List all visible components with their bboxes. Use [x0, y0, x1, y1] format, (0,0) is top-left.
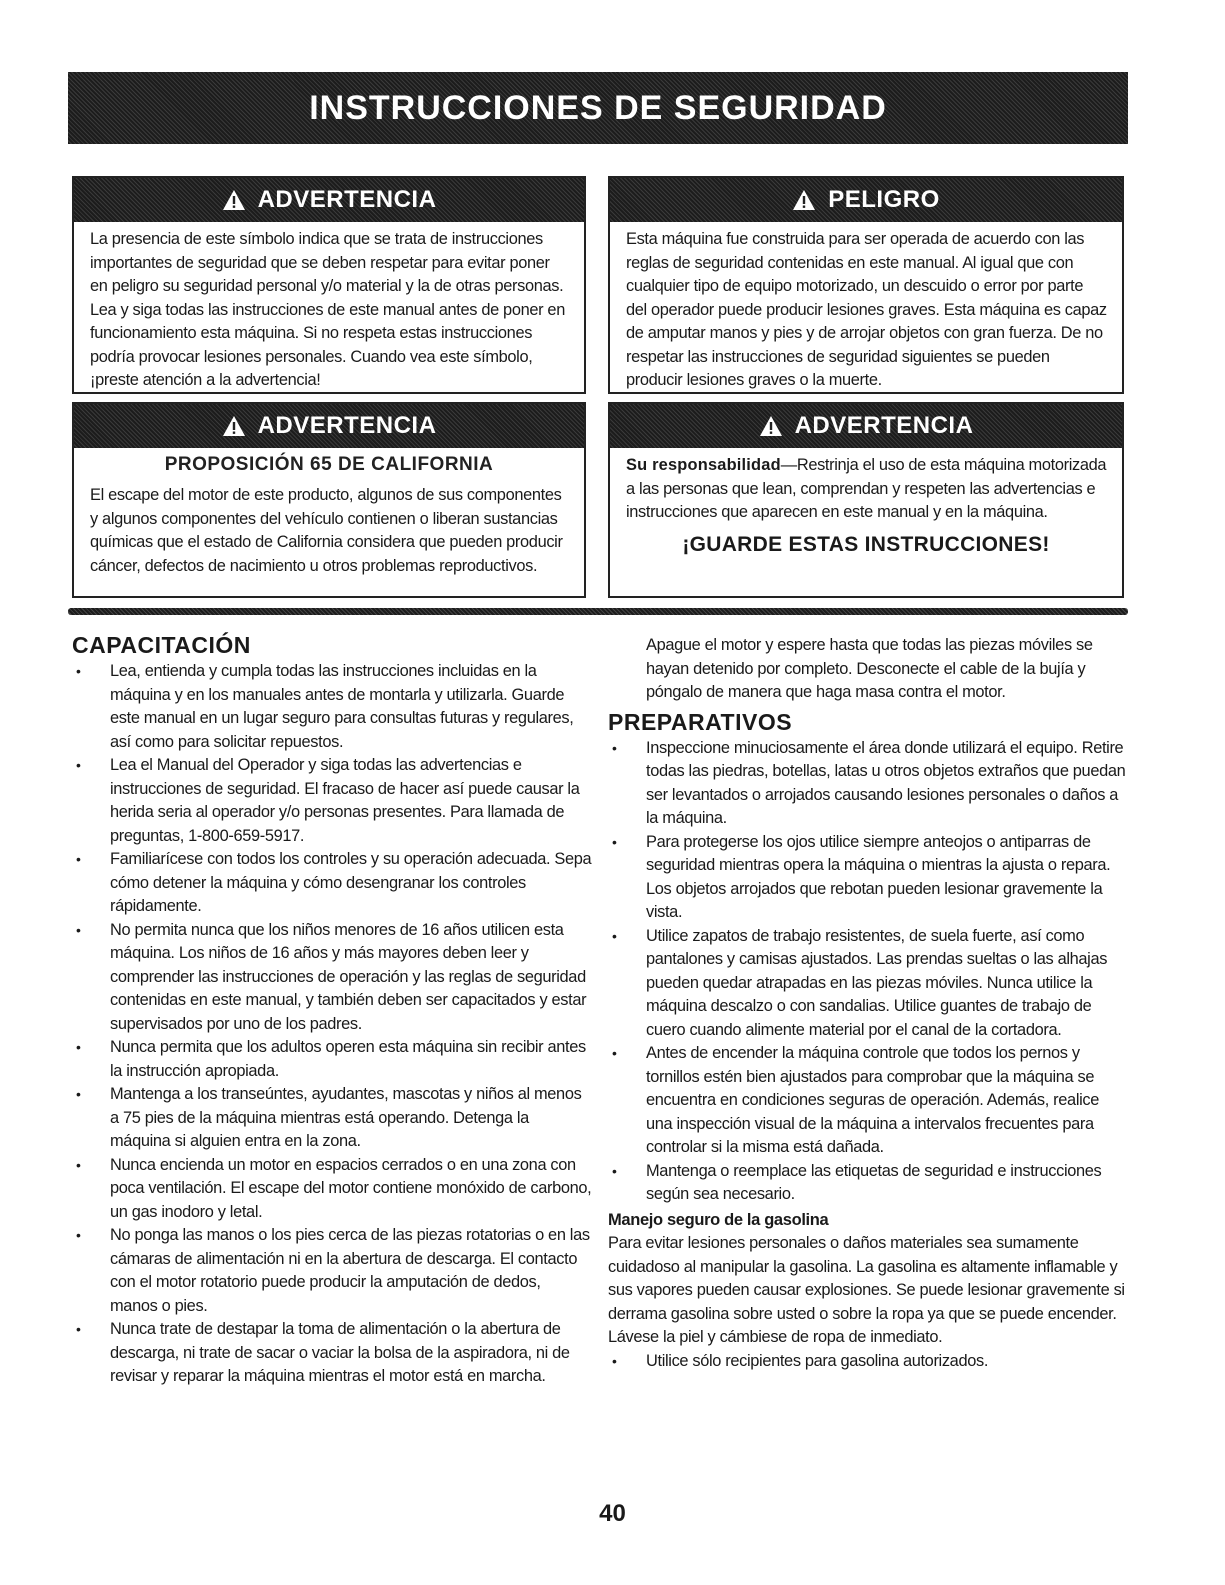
list-item: • Nunca trate de destapar la toma de alimentación o la abertura de descarga, ni trate de sacar o vaciar la bolsa de la aspiradora, ni de revisar y reparar la máquina mientras el motor está en marcha. — [76, 1320, 570, 1385]
page-number: 40 — [599, 1500, 626, 1527]
list-item: • Para protegerse los ojos utilice siempre anteojos o antiparras de seguridad mientras opera la máquina o mientras la ajusta o repara. Los objetos arrojados que rebotan pueden lesionar gravemente la vista. — [612, 832, 1111, 921]
danger-box-text: Esta máquina fue construida para ser operada de acuerdo con las reglas de seguridad contenidas en este manual. Al igual que con cualquier tipo de equipo motorizado, un descuido o error por parte del operador puede producir lesiones graves. Esta máquina es capaz de amputar manos y pies y de arrojar objetos con gran fuerza. De no respetar las instrucciones de seguridad siguientes se pueden producir lesiones graves o la muerte. — [626, 230, 1107, 389]
right-column — [608, 634, 1128, 1373]
list-item: • No permita nunca que los niños menores de 16 años utilicen esta máquina. Los niños de 16 años y más mayores deben leer y comprender las instrucciones de operación y las reglas de seguridad contenidas en este manual, y también deben ser capacitados y estar supervisados por uno de los padres. — [76, 920, 587, 1033]
bullet-icon: • — [76, 921, 81, 938]
warning-box-header — [74, 178, 584, 222]
warning-triangle-icon — [759, 415, 783, 437]
list-item: • Mantenga a los transeúntes, ayudantes, mascotas y niños al menos a 75 pies de la máquina mientras está operando. Detenga la máquina si alguien entra en la zona. — [76, 1085, 582, 1150]
list-item: • No ponga las manos o los pies cerca de las piezas rotatorias o en las cámaras de alimentación ni en la abertura de descarga. El contacto con el motor rotatorio puede producir la amputación de dedos, manos o pies. — [76, 1226, 590, 1315]
warning-box-text: La presencia de este símbolo indica que se trata de instrucciones importantes de seguridad que se deben respetar para evitar poner en peligro su seguridad personal y/o material y la de otras personas. Lea y siga todas las instrucciones de este manual antes de poner en funcionamiento esta máquina. Si no respeta estas instrucciones podría provocar lesiones personales. Cuando vea este símbolo, ¡preste atención a la advertencia! — [90, 230, 565, 389]
bullet-icon: • — [612, 1162, 617, 1179]
bullet-icon: • — [612, 1045, 617, 1061]
warning-box-symbol — [72, 176, 586, 394]
bullet-icon: • — [76, 757, 81, 773]
bullet-icon: • — [76, 1086, 81, 1102]
bullet-icon: • — [76, 1227, 81, 1243]
danger-box-title: PELIGRO — [828, 186, 940, 213]
left-column — [72, 630, 592, 1389]
warning-box-title: ADVERTENCIA — [257, 186, 437, 213]
bullet-icon: • — [612, 1352, 617, 1369]
prop65-box-title: ADVERTENCIA — [257, 412, 437, 439]
list-item: • Mantenga o reemplace las etiquetas de seguridad e instrucciones según sea necesario. — [612, 1161, 1102, 1203]
list-item: • Antes de encender la máquina controle que todos los pernos y tornillos estén bien ajustados para comprobar que la máquina se encuentra en condiciones seguras de operación. Además, realice una inspección visual de la máquina a intervalos frecuentes para controlar si la misma está dañada. — [612, 1044, 1100, 1156]
save-instructions-note: ¡GUARDE ESTAS INSTRUCCIONES! — [682, 532, 1050, 556]
bullet-icon: • — [612, 833, 617, 850]
responsibility-box-header — [610, 404, 1122, 448]
preparation-list — [608, 737, 1128, 1207]
prop65-text: El escape del motor de este producto, algunos de sus componentes y algunos componentes del vehículo contienen o liberan sustancias químicas que el estado de California considera que pueden producir cáncer, defectos de nacimiento u otros problemas reproductivos. — [90, 486, 563, 575]
bullet-icon: • — [76, 1039, 81, 1055]
warning-triangle-icon — [792, 189, 816, 211]
prop65-box-header — [74, 404, 584, 448]
responsibility-body: —Restrinja el uso de esta máquina motorizada a las personas que lean, comprendan y respeten las advertencias e instrucciones que aparecen en este manual y en la máquina. — [626, 456, 1107, 521]
warning-triangle-icon — [222, 415, 246, 437]
preparation-heading: PREPARATIVOS — [608, 708, 793, 735]
training-list — [72, 660, 592, 1389]
responsibility-box-title: ADVERTENCIA — [794, 412, 974, 439]
bullet-icon: • — [76, 1156, 81, 1173]
warning-box-prop65 — [72, 402, 586, 598]
bullet-icon: • — [76, 663, 81, 679]
gasoline-subheading: Manejo seguro de la gasolina — [608, 1210, 829, 1229]
prop65-subtitle: PROPOSICIÓN 65 DE CALIFORNIA — [164, 454, 494, 475]
responsibility-lead: Su responsabilidad — [626, 456, 781, 474]
list-item: • Lea, entienda y cumpla todas las instrucciones incluidas en la máquina y en los manuales antes de montarla y utilizarla. Guarde este manual en un lugar seguro para consultas futuras y regulares, así como para solicitar repuestos. — [76, 662, 574, 751]
bullet-icon: • — [612, 739, 617, 756]
banner-title: INSTRUCCIONES DE SEGURIDAD — [309, 88, 887, 127]
list-item: • Utilice sólo recipientes para gasolina autorizados. — [608, 1350, 1128, 1374]
bullet-icon: • — [76, 851, 81, 867]
list-item: • Nunca encienda un motor en espacios cerrados o en una zona con poca ventilación. El escape del motor contiene monóxido de carbono, un gas inodoro y letal. — [76, 1155, 592, 1221]
section-banner — [68, 72, 1128, 144]
list-item: • Utilice zapatos de trabajo resistentes, de suela fuerte, así como pantalones y camisas ajustados. Las prendas sueltas o las alhajas pueden quedar atrapadas en las piezas móviles. Nunca utilice la máquina descalzo o con sandalias. Utilice guantes de trabajo de cuero cuando alimente material por el canal de la cortadora. — [612, 926, 1108, 1039]
section-divider — [68, 608, 1128, 615]
training-heading: CAPACITACIÓN — [72, 632, 251, 658]
danger-box-header — [610, 178, 1122, 222]
gasoline-paragraph: Para evitar lesiones personales o daños materiales sea sumamente cuidadoso al manipular la gasolina. La gasolina es altamente inflamable y sus vapores pueden causar explosiones. Se puede lesionar gravemente si derrama gasolina sobre usted o sobre la ropa ya que se puede encender. Lávese la piel y cámbiese de ropa de inmediato. — [608, 1234, 1125, 1346]
gasoline-list — [608, 1350, 1128, 1374]
warning-box-responsibility — [608, 402, 1124, 598]
list-item: • Nunca permita que los adultos operen esta máquina sin recibir antes la instrucción apropiada. — [76, 1038, 586, 1080]
bullet-icon: • — [76, 1321, 81, 1337]
bullet-icon: • — [612, 927, 617, 944]
list-item: • Familiarícese con todos los controles y su operación adecuada. Sepa cómo detener la máquina y cómo desengranar los controles rápidamente. — [76, 850, 592, 915]
responsibility-text — [610, 448, 1122, 525]
danger-box — [608, 176, 1124, 394]
warning-triangle-icon — [222, 189, 246, 211]
list-item: • Lea el Manual del Operador y siga todas las advertencias e instrucciones de seguridad. El fracaso de hacer así puede causar la herida seria al operador y/o personas presentes. Para llamada de preguntas, 1-800-659-5917. — [76, 756, 580, 845]
continued-item-text: Apague el motor y espere hasta que todas las piezas móviles se hayan detenido por completo. Desconecte el cable de la bujía y póngalo de manera que haga masa contra el motor. — [646, 636, 1093, 701]
list-item: • Inspeccione minuciosamente el área donde utilizará el equipo. Retire todas las piedras, botellas, latas u otros objetos extraños que puedan ser levantados o arrojados causando lesiones personales o daños a la máquina. — [612, 738, 1126, 827]
